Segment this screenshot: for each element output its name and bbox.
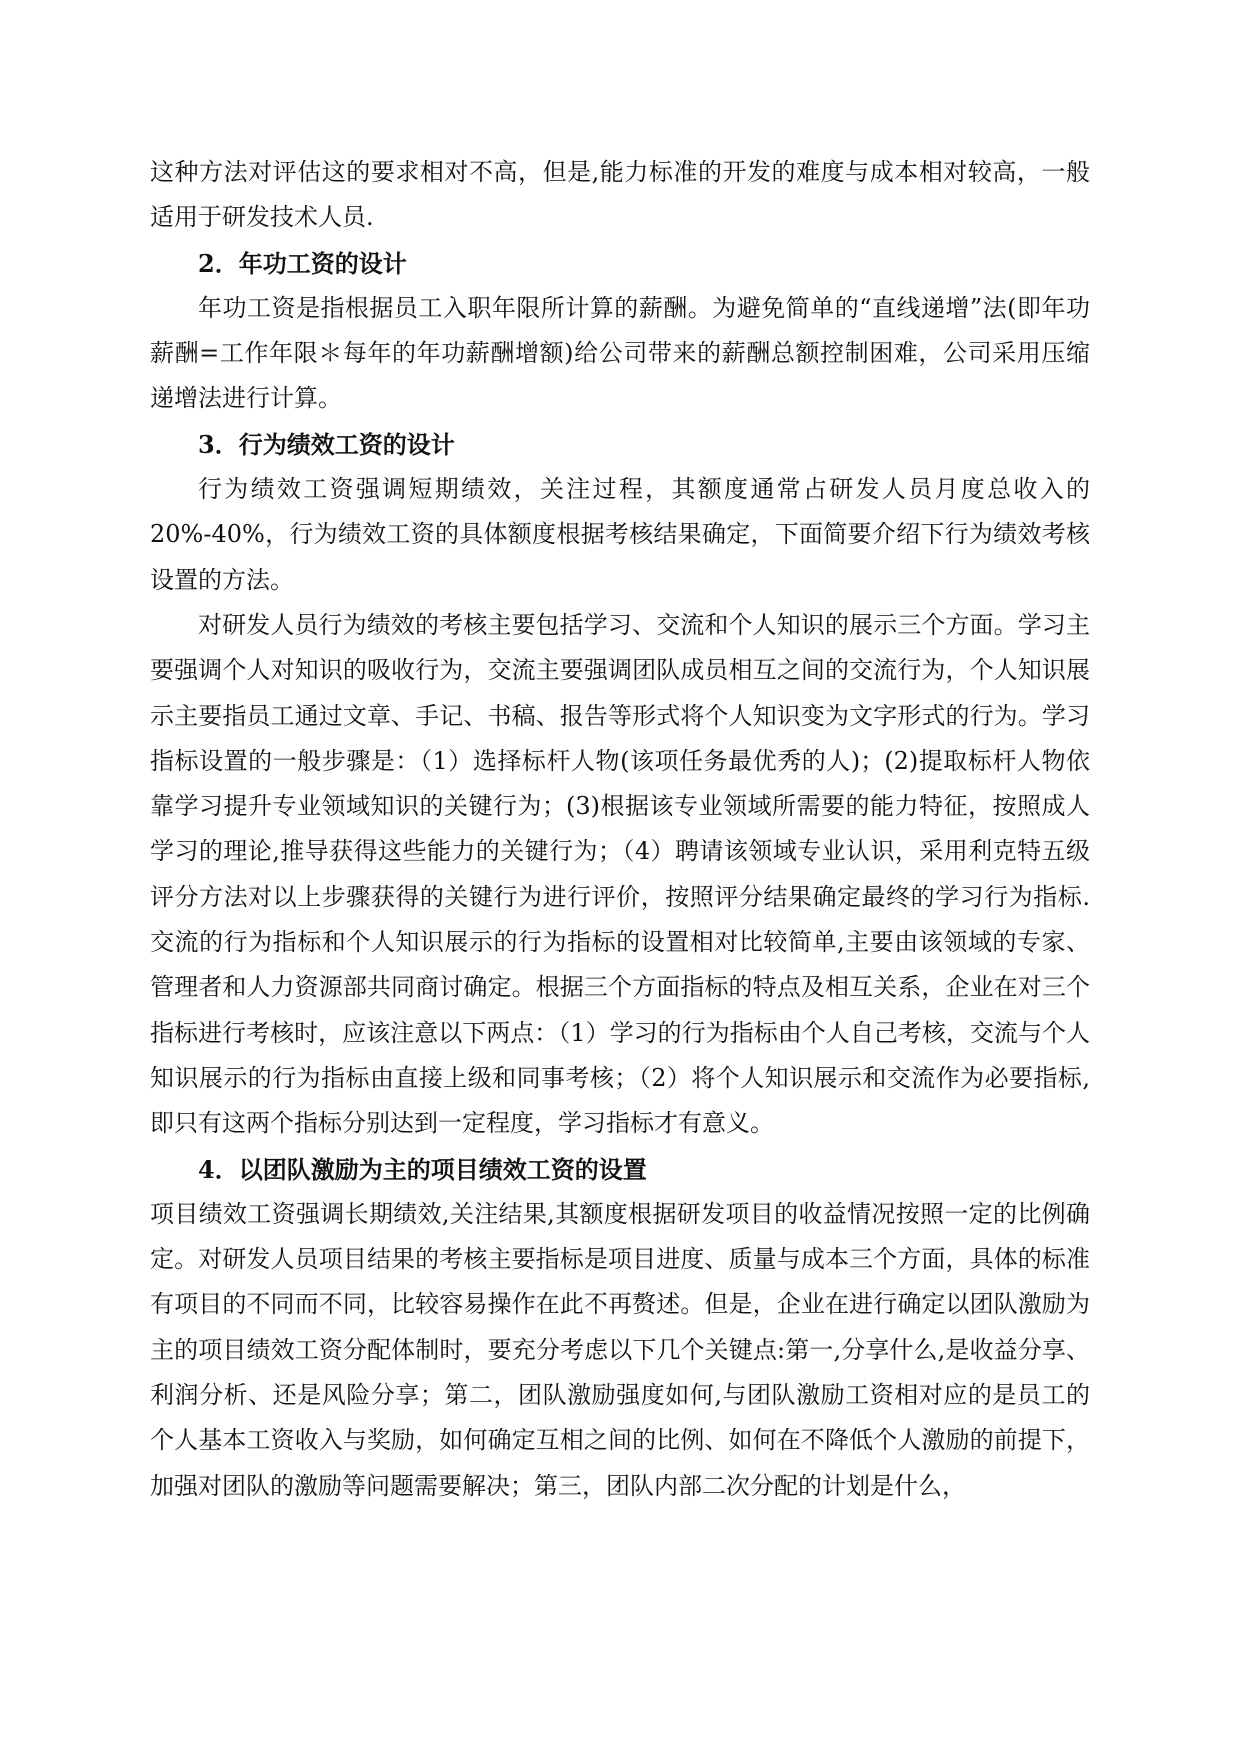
paragraph-competency-note: 这种方法对评估这的要求相对不高，但是,能力标准的开发的难度与成本相对较高，一般适用于研发技术人员. <box>150 158 1090 232</box>
heading-behavior-performance-pay: 3．行为绩效工资的设计 <box>198 429 455 459</box>
heading-seniority-pay: 2．年功工资的设计 <box>198 248 407 278</box>
document-page <box>150 150 1090 1509</box>
paragraph-seniority-pay: 年功工资是指根据员工入职年限所计算的薪酬。为避免简单的“直线递增”法(即年功薪酬=工作年限＊每年的年功薪酬增额)给公司带来的薪酬总额控制困难，公司采用压缩递增法进行计算。 <box>150 293 1090 413</box>
paragraph-behavior-assessment: 对研发人员行为绩效的考核主要包括学习、交流和个人知识的展示三个方面。学习主要强调个人对知识的吸收行为，交流主要强调团队成员相互之间的交流行为，个人知识展示主要指员工通过文章、手记、书稿、报告等形式将个人知识变为文字形式的行为。学习指标设置的一般步骤是：（1）选择标杆人物(该项任务最优秀的人)；(2)提取标杆人物依靠学习提升专业领域知识的关键行为；(3)根据该专业领域所需要的能力特征，按照成人学习的理论,推导获得这些能力的关键行为；（4）聘请该领域专业认识，采用利克特五级评分方法对以上步骤获得的关键行为进行评价，按照评分结果确定最终的学习行为指标.交流的行为指标和个人知识展示的行为指标的设置相对比较简单,主要由该领域的专家、管理者和人力资源部共同商讨确定。根据三个方面指标的特点及相互关系，企业在对三个指标进行考核时，应该注意以下两点：（1）学习的行为指标由个人自己考核，交流与个人知识展示的行为指标由直接上级和同事考核；（2）将个人知识展示和交流作为必要指标,即只有这两个指标分别达到一定程度，学习指标才有意义。 <box>150 610 1090 1138</box>
paragraph-team-project-pay: 项目绩效工资强调长期绩效,关注结果,其额度根据研发项目的收益情况按照一定的比例确定。对研发人员项目结果的考核主要指标是项目进度、质量与成本三个方面，具体的标准有项目的不同而不同，比较容易操作在此不再赘述。但是，企业在进行确定以团队激励为主的项目绩效工资分配体制时，要充分考虑以下几个关键点:第一,分享什么,是收益分享、利润分析、还是风险分享；第二，团队激励强度如何,与团队激励工资相对应的是员工的个人基本工资收入与奖励，如何确定互相之间的比例、如何在不降低个人激励的前提下，加强对团队的激励等问题需要解决；第三，团队内部二次分配的计划是什么， <box>150 1199 1090 1500</box>
paragraph-behavior-performance-pay: 行为绩效工资强调短期绩效，关注过程，其额度通常占研发人员月度总收入的 20%-40%，行为绩效工资的具体额度根据考核结果确定，下面简要介绍下行为绩效考核设置的方法。 <box>150 475 1090 594</box>
heading-team-project-pay: 4．以团队激励为主的项目绩效工资的设置 <box>198 1154 647 1184</box>
